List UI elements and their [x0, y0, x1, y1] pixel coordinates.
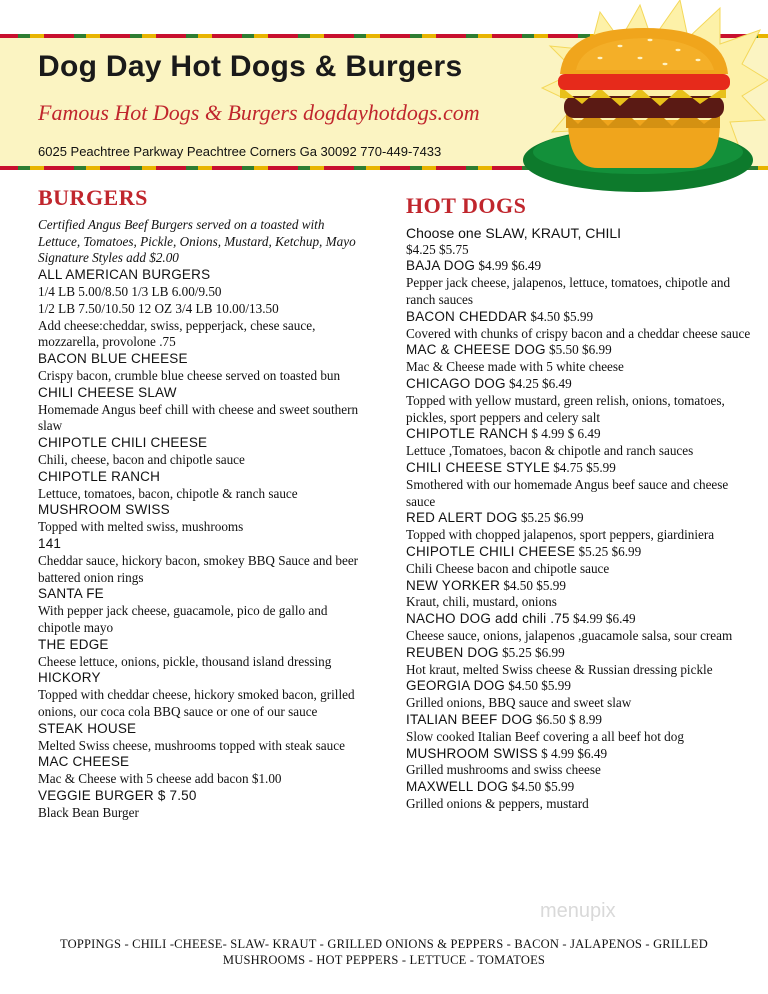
hotdog-item	[406, 779, 751, 796]
hotdog-item-price: $4.25 $6.49	[509, 375, 572, 391]
burger-item-name: MAC CHEESE	[38, 754, 130, 770]
burger-item-name: CHIPOTLE CHILI CHEESE	[38, 435, 208, 451]
hotdog-item-name: MAXWELL DOG	[406, 779, 509, 795]
tagline: Famous Hot Dogs & Burgers dogdayhotdogs.com	[38, 100, 480, 125]
burger-item-name: CHILI CHEESE SLAW	[38, 384, 177, 400]
hotdog-item-name: CHIPOTLE RANCH	[406, 426, 529, 442]
burger-item-name: BACON BLUE CHEESE	[38, 351, 188, 367]
watermark: menupix	[540, 900, 616, 922]
all-american-sizes-1: 1/4 LB 5.00/8.50 1/3 LB 6.00/9.50	[38, 283, 222, 299]
hotdog-item-desc: Slow cooked Italian Beef covering a all beef hot dog	[406, 728, 684, 744]
burger-item-name: MUSHROOM SWISS	[38, 502, 170, 518]
hotdogs-title: HOT DOGS	[406, 193, 527, 218]
burger-item-desc: Melted Swiss cheese, mushrooms topped with steak sauce	[38, 737, 345, 753]
burger-item-desc: Cheese lettuce, onions, pickle, thousand island dressing	[38, 653, 332, 669]
address: 6025 Peachtree Parkway Peachtree Corners Ga 30092 770-449-7433	[38, 144, 442, 159]
hotdog-item	[406, 544, 751, 561]
hotdog-item-name: CHICAGO DOG	[406, 375, 506, 391]
toppings-footer: TOPPINGS - CHILI -CHEESE- SLAW- KRAUT - GRILLED ONIONS & PEPPERS - BACON - JALAPENOS - GRILLED MUSHROOMS - HOT PEPPERS - LETTUCE - TOMATOES	[60, 937, 708, 967]
hotdog-item-desc: Topped with chopped jalapenos, sport peppers, giardiniera	[406, 527, 715, 543]
burger-item-name: VEGGIE BURGER $ 7.50	[38, 787, 197, 803]
hotdog-item	[406, 611, 751, 628]
hotdog-item-price: $ 4.99 $6.49	[541, 745, 608, 761]
hotdog-item-desc: Grilled onions, BBQ sauce and sweet slaw	[406, 695, 632, 711]
hotdog-item-desc: Grilled onions & peppers, mustard	[406, 795, 589, 811]
burger-item-name: 141	[38, 535, 62, 551]
hotdog-item-price: $4.50 $5.99	[530, 308, 594, 324]
burger-item-desc: Crispy bacon, crumble blue cheese served on toasted bun	[38, 367, 341, 383]
hotdog-item	[406, 578, 751, 595]
hotdog-item	[406, 645, 751, 662]
burger-item-name: CHIPOTLE RANCH	[38, 468, 161, 484]
hotdog-item	[406, 678, 751, 695]
choose-toppings: Choose one SLAW, KRAUT, CHILI	[406, 224, 622, 241]
hotdog-item-desc: Kraut, chili, mustard, onions	[406, 594, 557, 610]
hotdog-item-price: $4.50 $5.99	[508, 678, 571, 694]
hotdog-item-price: $4.50 $5.99	[511, 779, 575, 795]
burger-item-desc: Black Bean Burger	[38, 804, 139, 820]
hotdog-item-desc: Topped with yellow mustard, green relish, onions, tomatoes, pickles, sport peppers and celery salt	[406, 392, 725, 425]
hotdog-item-desc: Smothered with our homemade Angus beef sauce and cheese sauce	[406, 476, 729, 509]
restaurant-title: Dog Day Hot Dogs & Burgers	[38, 50, 463, 83]
hotdog-item	[406, 342, 751, 359]
hotdog-item-price: $5.25 $6.99	[520, 510, 584, 526]
hotdog-item-price: $4.50 $5.99	[503, 577, 566, 593]
choose-price: $4.25 $5.75	[406, 241, 469, 257]
hotdog-item-price: $4.99 $6.49	[572, 611, 636, 627]
hotdog-item-price: $5.50 $6.99	[549, 342, 612, 358]
burger-item-name: SANTA FE	[38, 586, 104, 602]
burger-item-desc: Homemade Angus beef chill with cheese and sweet southern slaw	[38, 401, 359, 434]
hotdog-item	[406, 460, 751, 477]
hotdog-item-desc: Grilled mushrooms and swiss cheese	[406, 762, 601, 778]
burger-item-desc: Topped with melted swiss, mushrooms	[38, 519, 244, 535]
burger-item-desc: Chili, cheese, bacon and chipotle sauce	[38, 451, 245, 467]
hotdog-item-price: $4.99 $6.49	[478, 258, 542, 274]
burger-item-desc: Cheddar sauce, hickory bacon, smokey BBQ Sauce and beer battered onion rings	[38, 552, 359, 585]
burger-item-desc: Mac & Cheese with 5 cheese add bacon $1.00	[38, 771, 282, 787]
hotdog-item	[406, 258, 751, 275]
hotdog-item-name: CHIPOTLE CHILI CHEESE	[406, 543, 576, 559]
hotdog-item-desc: Pepper jack cheese, jalapenos, lettuce, tomatoes, chipotle and ranch sauces	[406, 275, 731, 307]
burger-item-desc: Lettuce, tomatoes, bacon, chipotle & ranch sauce	[38, 485, 298, 501]
hotdog-item-name: BAJA DOG	[406, 258, 476, 274]
hotdog-item-name: ITALIAN BEEF DOG	[406, 711, 533, 727]
burgers-title: BURGERS	[38, 185, 148, 210]
hotdog-item-price: $5.25 $6.99	[502, 644, 565, 660]
hotdog-item	[406, 746, 751, 763]
hotdog-item-name: RED ALERT DOG	[406, 510, 518, 526]
hotdog-item-name: CHILI CHEESE STYLE	[406, 459, 550, 475]
hotdog-item-price: $6.50 $ 8.99	[536, 711, 602, 727]
burger-item-name: HICKORY	[38, 670, 101, 686]
hotdog-item-desc: Chili Cheese bacon and chipotle sauce	[406, 560, 610, 576]
hotdog-item-name: BACON CHEDDAR	[406, 308, 528, 324]
all-american-sizes-2: 1/2 LB 7.50/10.50 12 OZ 3/4 LB 10.00/13.50	[38, 300, 279, 316]
hotdog-item-price: $4.75 $5.99	[553, 459, 616, 475]
burgers-section	[38, 185, 368, 821]
hotdog-item-name: NACHO DOG add chili .75	[406, 611, 570, 627]
hotdog-item-desc: Mac & Cheese made with 5 white cheese	[406, 359, 624, 375]
hotdog-item	[406, 376, 751, 393]
burger-item-desc: Topped with cheddar cheese, hickory smoked bacon, grilled onions, our coca cola BBQ sauce or one of our sauce	[38, 687, 355, 719]
hotdog-item-name: GEORGIA DOG	[406, 678, 505, 694]
hotdogs-section	[406, 193, 751, 813]
burger-item-name: THE EDGE	[38, 636, 109, 652]
hotdog-item-desc: Cheese sauce, onions, jalapenos ,guacamole salsa, sour cream	[406, 627, 733, 643]
burger-item-desc: With pepper jack cheese, guacamole, pico de gallo and chipotle mayo	[38, 603, 328, 635]
burgers-intro: Certified Angus Beef Burgers served on a toasted with Lettuce, Tomatoes, Pickle, Onions, Mustard, Ketchup, Mayo Signature Styles add $2.00	[38, 216, 356, 266]
hotdog-item-price: $ 4.99 $ 6.49	[531, 426, 601, 442]
hotdog-item-desc: Lettuce ,Tomatoes, bacon & chipotle and ranch sauces	[406, 443, 694, 459]
hotdog-item	[406, 712, 751, 729]
hotdog-item-desc: Hot kraut, melted Swiss cheese & Russian dressing pickle	[406, 661, 713, 677]
hotdog-item-desc: Covered with chunks of crispy bacon and a cheddar cheese sauce	[406, 325, 751, 341]
hotdog-item	[406, 510, 751, 527]
hotdog-item-name: MUSHROOM SWISS	[406, 745, 538, 761]
burger-item-name: STEAK HOUSE	[38, 720, 137, 736]
hotdog-item-name: REUBEN DOG	[406, 644, 499, 660]
hotdog-item	[406, 309, 751, 326]
hotdog-item-name: MAC & CHEESE DOG	[406, 342, 546, 358]
burger-icon	[520, 0, 768, 210]
hotdog-item-name: NEW YORKER	[406, 577, 501, 593]
all-american-cheese: Add cheese:cheddar, swiss, pepperjack, chese sauce, mozzarella, provolone .75	[38, 317, 316, 350]
hotdog-item-price: $5.25 $6.99	[578, 543, 642, 559]
all-american-title: ALL AMERICAN BURGERS	[38, 267, 211, 283]
hotdog-item	[406, 426, 751, 443]
